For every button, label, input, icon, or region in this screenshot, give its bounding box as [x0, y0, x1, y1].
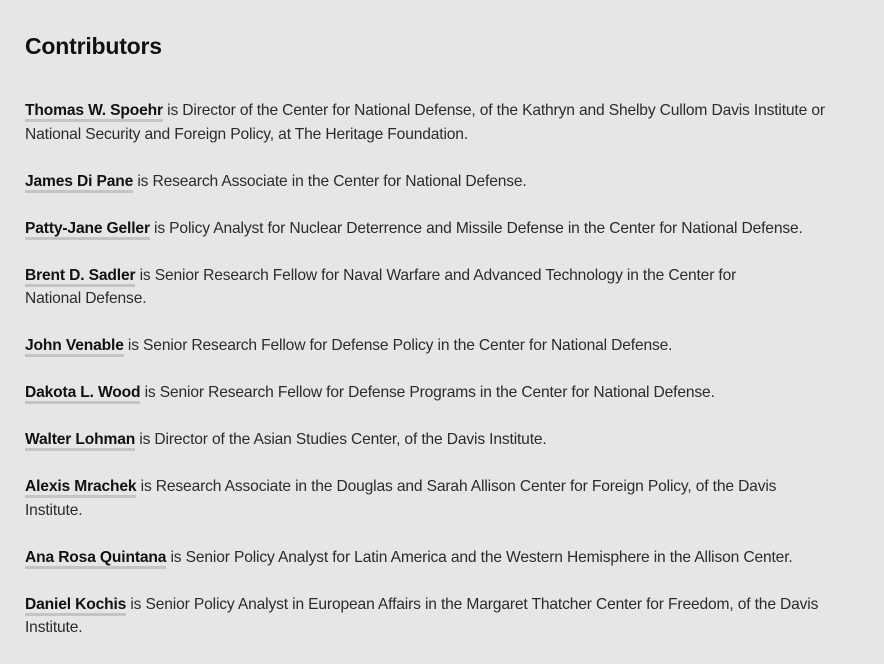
contributor-description: is Research Associate in the Douglas and Sarah Allison Center for Foreign Policy, of the Davis Institute. — [25, 478, 777, 519]
contributor-description: is Policy Analyst for Nuclear Deterrence and Missile Defense in the Center for National Defense. — [149, 219, 803, 237]
contributor-description: is Director of the Center for National Defense, of the Kathryn and Shelby Cullom Davis Institute or National Security and Foreign Policy, at The Heritage Foundation. — [25, 102, 825, 143]
contributor-name: Ana Rosa Quintana — [25, 549, 166, 569]
contributor-name: James Di Pane — [25, 173, 133, 193]
contributor-description: is Senior Policy Analyst for Latin America and the Western Hemisphere in the Allison Center. — [166, 548, 793, 566]
contributor-entry — [25, 546, 860, 570]
contributor-list — [25, 99, 864, 640]
contributor-description: is Director of the Asian Studies Center, of the Davis Institute. — [135, 431, 547, 448]
contributor-name: Patty-Jane Geller — [25, 220, 150, 240]
contributor-description: is Senior Research Fellow for Defense Policy in the Center for National Defense. — [123, 337, 673, 354]
page-title: Contributors — [25, 33, 162, 59]
contributor-name: John Venable — [25, 337, 124, 357]
contributor-entry — [25, 381, 860, 405]
contributor-description: is Senior Research Fellow for Defense Programs in the Center for National Defense. — [140, 384, 715, 401]
contributor-entry — [25, 217, 860, 241]
contributor-description: is Research Associate in the Center for National Defense. — [133, 172, 527, 190]
contributor-name: Thomas W. Spoehr — [25, 102, 163, 122]
contributor-entry — [25, 264, 785, 311]
contributor-name: Walter Lohman — [25, 431, 135, 451]
contributor-entry — [25, 170, 860, 194]
contributor-entry — [25, 593, 830, 640]
contributor-description: is Senior Policy Analyst in European Affairs in the Margaret Thatcher Center for Freedom, of the Davis Institute. — [25, 595, 819, 636]
contributor-entry — [25, 428, 860, 452]
contributor-name: Alexis Mrachek — [25, 478, 136, 498]
contributor-entry — [25, 475, 785, 522]
contributor-entry — [25, 334, 860, 358]
contributor-description: is Senior Research Fellow for Naval Warfare and Advanced Technology in the Center for National Defense. — [25, 266, 737, 307]
contributor-entry — [25, 99, 860, 146]
contributor-name: Daniel Kochis — [25, 596, 126, 616]
contributor-name: Brent D. Sadler — [25, 267, 135, 287]
contributor-name: Dakota L. Wood — [25, 384, 140, 404]
